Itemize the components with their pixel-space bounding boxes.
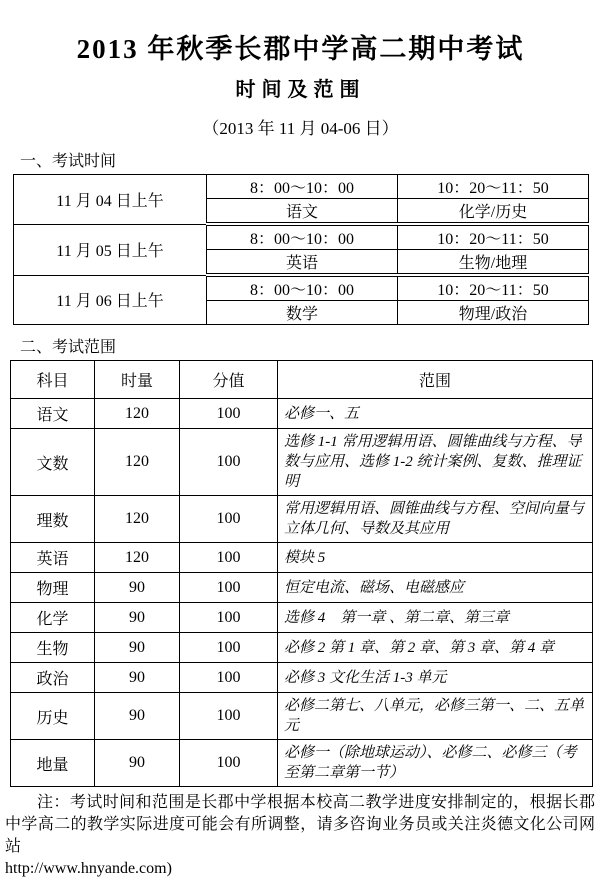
page-subtitle: 时间及范围 <box>235 79 366 101</box>
exam-date-cell: 11 月 05 日上午 <box>14 224 207 275</box>
scope-cell: 选修 4 第一章 、第二章、第三章 <box>278 603 593 633</box>
score-cell: 100 <box>180 633 278 663</box>
table-row <box>11 603 593 633</box>
table-row <box>11 573 593 603</box>
subject-cell: 理数 <box>11 496 95 543</box>
duration-cell: 120 <box>95 429 180 496</box>
table-row <box>11 693 593 740</box>
duration-cell: 90 <box>95 663 180 693</box>
table-row <box>11 496 593 543</box>
col-header-duration: 时量 <box>95 361 180 399</box>
subject-cell: 语文 <box>11 399 95 429</box>
table-row <box>11 399 593 429</box>
table-row <box>14 275 589 301</box>
subject-cell: 化学 <box>11 603 95 633</box>
table-row <box>14 224 589 250</box>
duration-cell: 120 <box>95 543 180 573</box>
duration-cell: 120 <box>95 399 180 429</box>
exam-subject-cell: 生物/地理 <box>398 250 589 276</box>
date-line: （2013 年 11 月 04-06 日） <box>202 119 399 138</box>
exam-time-table <box>13 174 589 325</box>
table-header-row <box>11 361 593 399</box>
score-cell: 100 <box>180 740 278 787</box>
scope-cell: 必修一（除地球运动）、必修二、必修三（考至第二章第一节） <box>278 740 593 787</box>
scope-cell: 选修 1-1 常用逻辑用语、圆锥曲线与方程、导数与应用、选修 1-2 统计案例、复数、推理证明 <box>278 429 593 496</box>
table-row <box>11 633 593 663</box>
duration-cell: 120 <box>95 496 180 543</box>
score-cell: 100 <box>180 573 278 603</box>
exam-subject-cell: 化学/历史 <box>398 199 589 225</box>
duration-cell: 90 <box>95 740 180 787</box>
exam-time-cell: 10：20～11：50 <box>398 224 589 250</box>
scope-cell: 恒定电流、磁场、电磁感应 <box>278 573 593 603</box>
exam-scope-table <box>10 360 593 787</box>
subject-cell: 英语 <box>11 543 95 573</box>
exam-date-cell: 11 月 06 日上午 <box>14 275 207 325</box>
duration-cell: 90 <box>95 603 180 633</box>
scope-cell: 模块 5 <box>278 543 593 573</box>
score-cell: 100 <box>180 603 278 633</box>
exam-date-cell: 11 月 04 日上午 <box>14 175 207 225</box>
page-title: 2013 年秋季长郡中学高二期中考试 <box>76 34 525 64</box>
subject-cell: 历史 <box>11 693 95 740</box>
table-row <box>14 175 589 199</box>
table-row <box>11 663 593 693</box>
score-cell: 100 <box>180 496 278 543</box>
subject-cell: 生物 <box>11 633 95 663</box>
exam-time-cell: 8：00～10：00 <box>207 275 398 301</box>
scope-cell: 必修二第七、八单元，必修三第一、二、五单元 <box>278 693 593 740</box>
footnote-text: 注：考试时间和范围是长郡中学根据本校高二教学进度安排制定的，根据长郡中学高二的教学实际进度可能会有所调整，请多咨询业务员或关注炎德文化公司网站 <box>5 794 595 855</box>
section1-heading: 一、考试时间 <box>20 153 117 170</box>
table-row <box>11 429 593 496</box>
score-cell: 100 <box>180 429 278 496</box>
table-row <box>11 740 593 787</box>
duration-cell: 90 <box>95 633 180 663</box>
duration-cell: 90 <box>95 573 180 603</box>
table-row <box>11 543 593 573</box>
scope-cell: 必修一、五 <box>278 399 593 429</box>
exam-subject-cell: 数学 <box>207 301 398 325</box>
scope-cell: 常用逻辑用语、圆锥曲线与方程、空间向量与立体几何、导数及其应用 <box>278 496 593 543</box>
scope-cell: 必修 3 文化生活 1-3 单元 <box>278 663 593 693</box>
scope-cell: 必修 2 第 1 章、第 2 章、第 3 章、第 4 章 <box>278 633 593 663</box>
exam-time-cell: 8：00～10：00 <box>207 224 398 250</box>
col-header-scope: 范围 <box>278 361 593 399</box>
exam-subject-cell: 物理/政治 <box>398 301 589 325</box>
exam-time-cell: 10：20～11：50 <box>398 175 589 199</box>
score-cell: 100 <box>180 693 278 740</box>
footnote-url: http://www.hnyande.com) <box>5 860 172 877</box>
subject-cell: 政治 <box>11 663 95 693</box>
subject-cell: 地量 <box>11 740 95 787</box>
subject-cell: 文数 <box>11 429 95 496</box>
col-header-subject: 科目 <box>11 361 95 399</box>
score-cell: 100 <box>180 399 278 429</box>
col-header-score: 分值 <box>180 361 278 399</box>
subject-cell: 物理 <box>11 573 95 603</box>
score-cell: 100 <box>180 663 278 693</box>
exam-subject-cell: 语文 <box>207 199 398 225</box>
exam-time-cell: 8：00～10：00 <box>207 175 398 199</box>
exam-time-cell: 10：20～11：50 <box>398 275 589 301</box>
exam-subject-cell: 英语 <box>207 250 398 276</box>
duration-cell: 90 <box>95 693 180 740</box>
section2-heading: 二、考试范围 <box>20 339 117 356</box>
score-cell: 100 <box>180 543 278 573</box>
